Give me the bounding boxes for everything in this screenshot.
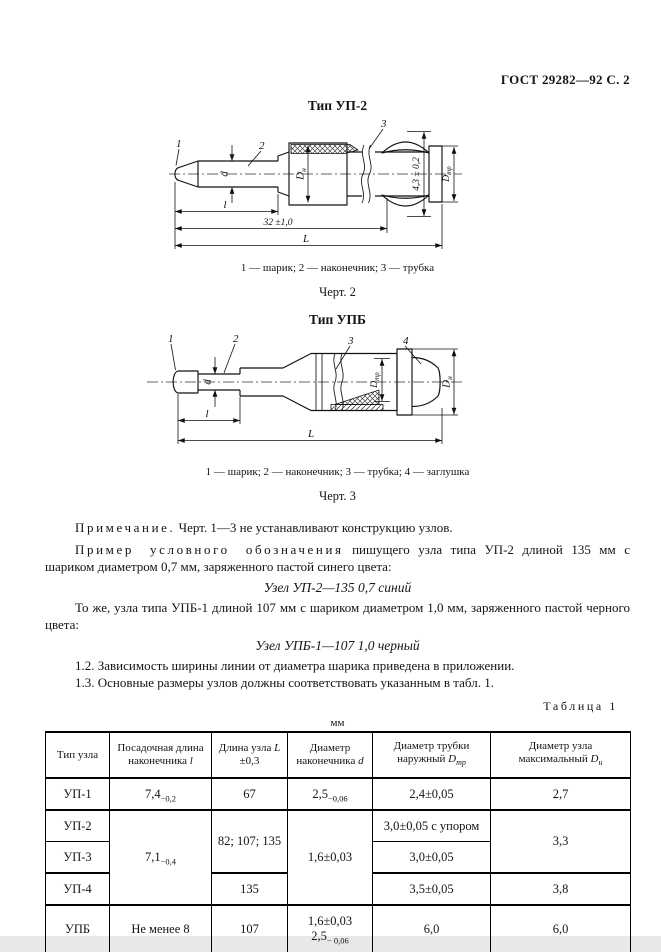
table-row-up2 — [46, 810, 631, 842]
col-header-length: Длина узла L ±0,3 — [212, 732, 288, 778]
note-paragraph — [45, 519, 630, 536]
dimensions — [175, 118, 458, 249]
note-text: Черт. 1—3 не устанавливают конструкцию узлов. — [175, 520, 453, 535]
designation-2: Узел УПБ-1—107 1,0 черный — [255, 638, 420, 653]
cell-type: УП-4 — [46, 873, 110, 905]
dim-label-l: l — [205, 408, 209, 420]
cell-tube-diameter: 6,0 — [373, 905, 491, 952]
col-header-seat-length: Посадочная длина наконечника l — [110, 732, 212, 778]
dimensions — [168, 333, 458, 444]
cell-seat-length: Не менее 8 — [110, 905, 212, 952]
note-label: Примечание. — [75, 520, 176, 535]
figure-3-title: Тип УПБ — [309, 312, 366, 327]
units-label: мм — [330, 717, 345, 729]
cell-type: УП-3 — [46, 842, 110, 874]
part-label-4: 4 — [403, 335, 409, 347]
cell-seat-length: $7,4_{-0,2}$ — [110, 778, 212, 810]
table-caption: Таблица 1 — [543, 699, 618, 713]
designation-1: Узел УП-2—135 0,7 синий — [263, 580, 412, 595]
item-1-2: 1.2. Зависимость ширины линии от диаметра шарика приведена в приложении. — [75, 658, 515, 673]
part-label-1: 1 — [176, 138, 182, 150]
dim-label-32: 32 ±1,0 — [263, 218, 293, 228]
dim-label-Dtr: $D_{тр}$ — [442, 166, 454, 182]
dim-label-d: d — [218, 171, 231, 177]
figure-3-caption: 1 — шарик; 2 — наконечник; 3 — трубка; 4 — заглушка — [205, 466, 470, 478]
figure-3-label: Черт. 3 — [319, 489, 356, 503]
tube-wall-hatch — [331, 405, 383, 411]
cell-tube-diameter: 3,0±0,05 с упором — [373, 810, 491, 842]
col-header-tip-diameter: Диаметр наконечника d — [288, 732, 373, 778]
dim-label-L: L — [307, 428, 315, 440]
example-paragraph — [45, 541, 630, 575]
part-label-2: 2 — [233, 333, 239, 345]
dim-label-l: l — [223, 199, 227, 211]
example-text: пишущего узла типа УП-2 длиной 135 мм с шариком диаметром 0,7 мм, заряженного пастой синего цвета: — [45, 542, 630, 574]
cell-tube-diameter: 3,0±0,05 — [373, 842, 491, 874]
dim-label-L: L — [302, 233, 310, 245]
cell-max-diameter: 3,8 — [491, 873, 631, 905]
same-paragraph: То же, узла типа УПБ-1 длиной 107 мм с шариком диаметром 1,0 мм, заряженного пастой черного цвета: — [45, 600, 630, 632]
cell-max-diameter-group: 3,3 — [491, 810, 631, 873]
cell-tube-diameter: 3,5±0,05 — [373, 873, 491, 905]
cell-seat-length-group: $7,1_{-0,4}$ — [110, 810, 212, 905]
cell-max-diameter: 2,7 — [491, 778, 631, 810]
dimensions-table — [45, 731, 631, 952]
cell-length: 67 — [212, 778, 288, 810]
item-1-3: 1.3. Основные размеры узлов должны соответствовать указанным в табл. 1. — [75, 675, 494, 690]
figure-2-drawing — [165, 116, 465, 258]
col-header-type: Тип узла — [46, 732, 110, 778]
part-label-3: 3 — [381, 118, 387, 130]
cell-tip-diameter: $2,5_{-0,06}$ — [288, 778, 373, 810]
example-label: Пример условного обозначения — [75, 542, 344, 557]
cell-tube-diameter: 2,4±0,05 — [373, 778, 491, 810]
cell-length: 135 — [212, 873, 288, 905]
part-label-2: 2 — [259, 140, 265, 152]
col-header-tube-diameter: Диаметр трубки наружный $D_{тр}$ — [373, 732, 491, 778]
table-header-row — [46, 732, 631, 778]
cell-tip-diameter: 1,6±0,03 $2,5_{- 0,06}$ — [288, 905, 373, 952]
part-label-1: 1 — [168, 333, 174, 345]
page-header: ГОСТ 29282—92 С. 2 — [500, 72, 630, 87]
cell-tip-diameter-group: 1,6±0,03 — [288, 810, 373, 905]
cell-type: УПБ — [46, 905, 110, 952]
cell-type: УП-1 — [46, 778, 110, 810]
cell-length: 107 — [212, 905, 288, 952]
figure-2-title: Тип УП-2 — [307, 98, 368, 113]
dim-label-Dn: $D_н$ — [440, 376, 454, 388]
col-header-max-diameter: Диаметр узла максимальный $D_н$ — [491, 732, 631, 778]
dim-label-Dn: $D_н$ — [294, 168, 308, 180]
cell-type: УП-2 — [46, 810, 110, 842]
figure-3-drawing — [145, 331, 465, 453]
part-label-3: 3 — [348, 335, 354, 347]
table-row-up1 — [46, 778, 631, 810]
cell-max-diameter: 6,0 — [491, 905, 631, 952]
crimp-top — [382, 142, 429, 153]
dim-label-Dtr: $D_{тр}$ — [370, 372, 382, 388]
table-row-upb — [46, 905, 631, 952]
cell-length-group: 82; 107; 135 — [212, 810, 288, 873]
figure-2-caption: 1 — шарик; 2 — наконечник; 3 — трубка — [240, 262, 435, 274]
crimp-bottom — [382, 195, 429, 206]
dim-label-4-3: 4,3 ± 0,2 — [412, 157, 422, 191]
figure-2-label: Черт. 2 — [319, 285, 356, 299]
dim-label-d: d — [201, 379, 214, 385]
